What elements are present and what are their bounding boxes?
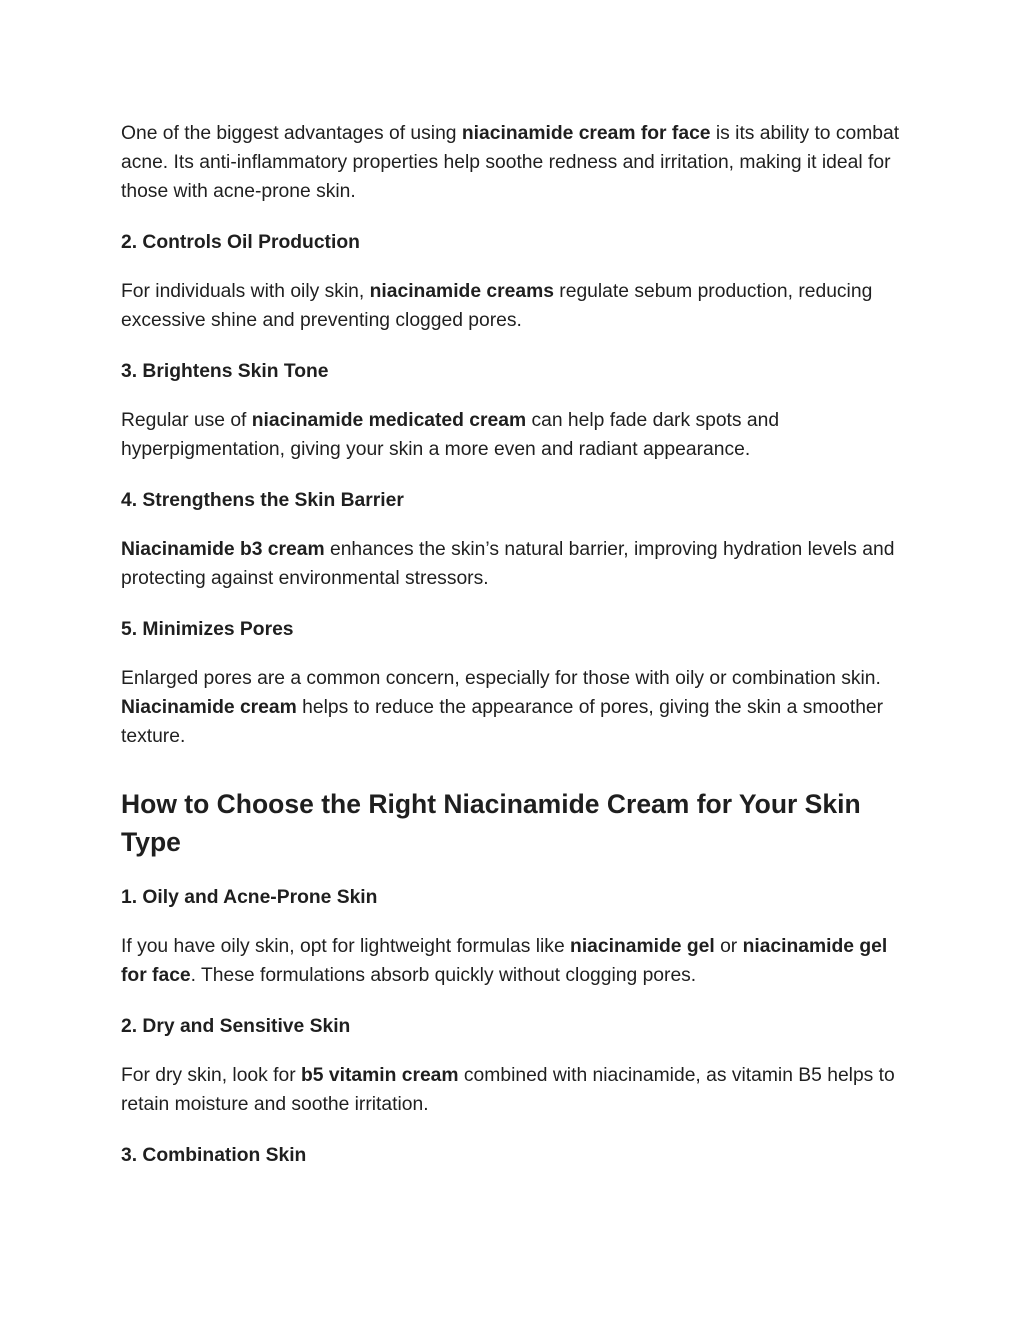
benefit-bold-term: Niacinamide b3 cream bbox=[121, 539, 325, 560]
skin-type-paragraph-dry bbox=[121, 1061, 911, 1119]
intro-bold-term: niacinamide cream for face bbox=[461, 123, 711, 144]
benefit-text: enhances the skin’s natural barrier, improving hydration levels and protecting against environmental stressors. bbox=[121, 539, 895, 589]
skin-type-text: For dry skin, look for bbox=[121, 1065, 302, 1086]
skin-type-text: combined with niacinamide, as vitamin B5 helps to retain moisture and soothe irritation. bbox=[121, 1065, 895, 1115]
benefit-bold-term: niacinamide medicated cream bbox=[251, 410, 527, 431]
skin-type-bold-term: niacinamide gel for face bbox=[121, 936, 888, 986]
benefit-text: regulate sebum production, reducing excessive shine and preventing clogged pores. bbox=[121, 281, 873, 331]
section-title: How to Choose the Right Niacinamide Cream for Your Skin Type bbox=[121, 789, 861, 857]
skin-type-paragraph-oily bbox=[121, 932, 911, 990]
skin-type-bold-term: niacinamide gel bbox=[570, 936, 715, 957]
skin-type-heading-combination: 3. Combination Skin bbox=[121, 1145, 307, 1166]
benefit-text: Regular use of bbox=[121, 410, 252, 431]
skin-type-text: . These formulations absorb quickly without clogging pores. bbox=[190, 965, 697, 986]
skin-type-text: If you have oily skin, opt for lightweight formulas like bbox=[121, 936, 571, 957]
benefit-heading-pores: 5. Minimizes Pores bbox=[121, 619, 294, 640]
skin-type-bold-term: b5 vitamin cream bbox=[301, 1065, 459, 1086]
benefit-paragraph-pores bbox=[121, 664, 911, 751]
benefit-bold-term: niacinamide creams bbox=[369, 281, 554, 302]
benefit-text: Enlarged pores are a common concern, especially for those with oily or combination skin. bbox=[121, 668, 881, 689]
benefit-heading-oil: 2. Controls Oil Production bbox=[121, 232, 360, 253]
benefit-heading-tone: 3. Brightens Skin Tone bbox=[121, 361, 329, 382]
skin-type-heading-dry: 2. Dry and Sensitive Skin bbox=[121, 1016, 351, 1037]
intro-paragraph bbox=[121, 119, 911, 206]
benefit-paragraph-tone bbox=[121, 406, 911, 464]
document-body bbox=[121, 119, 911, 1190]
benefit-paragraph-barrier bbox=[121, 535, 911, 593]
benefit-text: For individuals with oily skin, bbox=[121, 281, 370, 302]
benefit-bold-term: Niacinamide cream bbox=[121, 697, 297, 718]
benefit-text: can help fade dark spots and hyperpigmentation, giving your skin a more even and radiant appearance. bbox=[121, 410, 780, 460]
intro-text-1: One of the biggest advantages of using bbox=[121, 123, 462, 144]
benefit-heading-barrier: 4. Strengthens the Skin Barrier bbox=[121, 490, 404, 511]
intro-text-2: is its ability to combat acne. Its anti-inflammatory properties help soothe redness and irritation, making it ideal for those with acne-prone skin. bbox=[121, 123, 900, 202]
skin-type-heading-oily: 1. Oily and Acne-Prone Skin bbox=[121, 887, 378, 908]
benefit-text: helps to reduce the appearance of pores, giving the skin a smoother texture. bbox=[121, 697, 884, 747]
benefit-paragraph-oil bbox=[121, 277, 911, 335]
skin-type-text: or bbox=[714, 936, 743, 957]
